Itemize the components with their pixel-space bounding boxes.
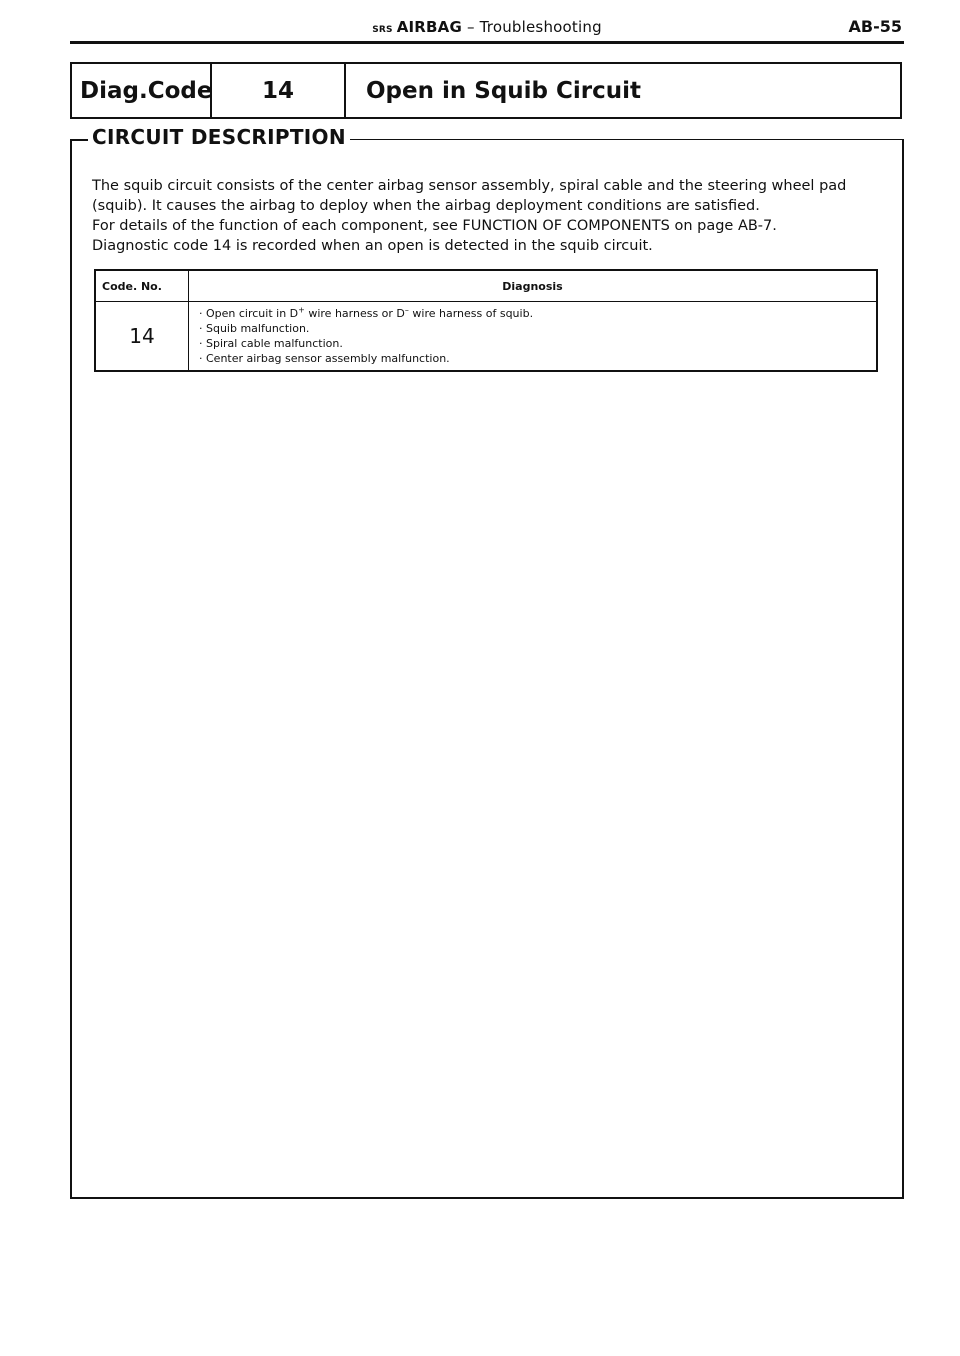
diagnosis-item: · Open circuit in D+ wire harness or D– wire harness of squib. [199, 305, 534, 320]
frame-top-right [346, 139, 904, 140]
diagnosis-item: · Spiral cable malfunction. [199, 337, 343, 350]
table-diagnosis-cell [189, 302, 878, 372]
diagnosis-item: · Center airbag sensor assembly malfunction. [199, 352, 450, 365]
circuit-heading: CIRCUIT DESCRIPTION [88, 125, 350, 149]
diagnosis-item: · Squib malfunction. [199, 322, 310, 335]
col-diagnosis-header: Diagnosis [189, 270, 878, 302]
description-line: For details of the function of each component, see FUNCTION OF COMPONENTS on page AB-7. [92, 218, 777, 234]
table-row [95, 302, 877, 372]
header-prefix: SRS [372, 25, 393, 35]
table-code-cell: 14 [95, 302, 189, 372]
header-title [70, 18, 904, 36]
diag-code-number: 14 [212, 64, 346, 117]
description-line: The squib circuit consists of the center airbag sensor assembly, spiral cable and the steering wheel pad [92, 178, 847, 194]
page-number: AB-55 [848, 17, 902, 36]
diag-code-label: Diag.Code [72, 64, 212, 117]
diagnosis-table [94, 269, 878, 372]
circuit-description [92, 176, 882, 256]
header-subtitle: – Troubleshooting [466, 18, 602, 36]
table-header-row [95, 270, 877, 302]
description-line: Diagnostic code 14 is recorded when an open is detected in the squib circuit. [92, 238, 653, 254]
diag-code-title: Open in Squib Circuit [366, 77, 642, 104]
header-section: AIRBAG [396, 18, 462, 36]
col-code-header: Code. No. [95, 270, 189, 302]
page-header [70, 16, 904, 40]
description-line: (squib). It causes the airbag to deploy when the airbag deployment conditions are satisfied. [92, 198, 760, 214]
header-rule [70, 41, 904, 44]
diag-code-box [70, 62, 902, 119]
frame-top-left [70, 139, 88, 141]
